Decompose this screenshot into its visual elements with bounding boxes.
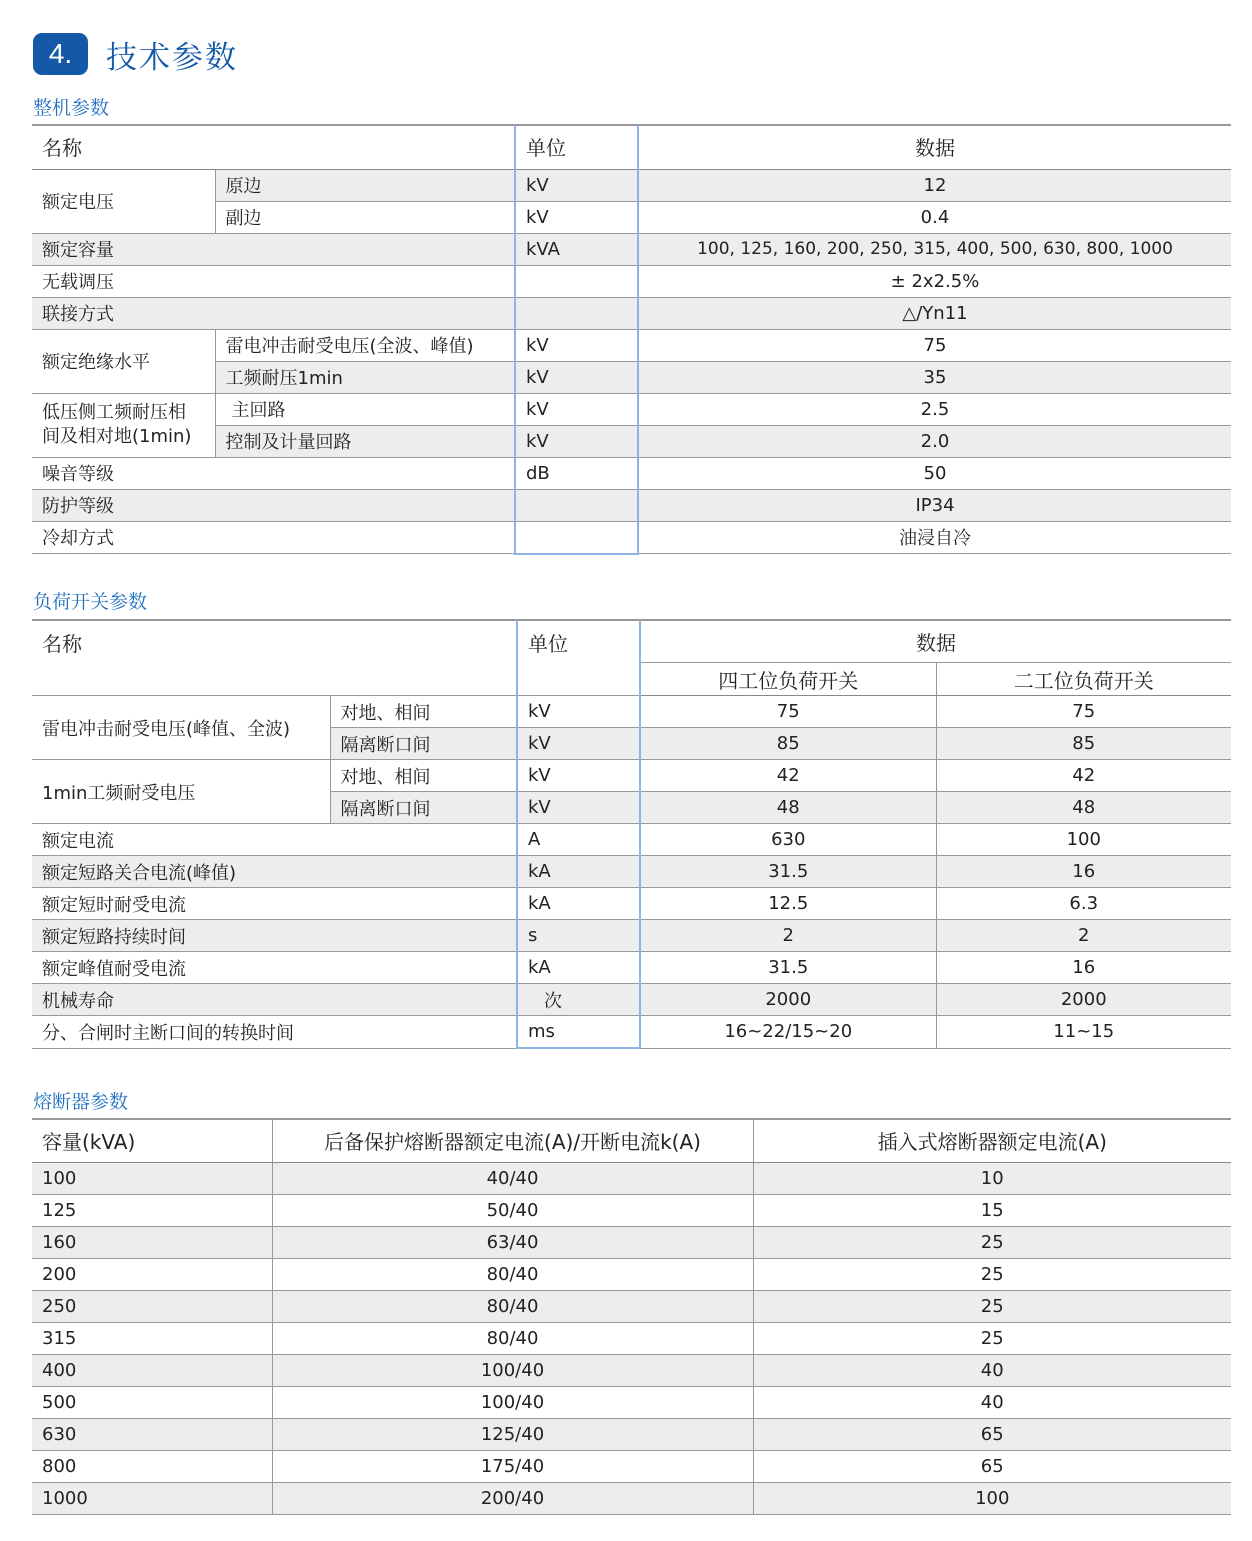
data-cell: 31.5 (640, 856, 936, 888)
unit-cell (515, 265, 638, 297)
row-sublabel: 副边 (215, 201, 515, 233)
data-cell: 0.4 (638, 201, 1231, 233)
data-cell: 油浸自冷 (638, 521, 1231, 554)
capacity-cell: 800 (32, 1451, 272, 1483)
row-label: 联接方式 (32, 297, 515, 329)
backup-cell: 63/40 (272, 1227, 753, 1259)
row-label: 额定短时耐受电流 (32, 888, 517, 920)
row-label: 冷却方式 (32, 521, 515, 554)
unit-cell: kVA (515, 233, 638, 265)
backup-cell: 80/40 (272, 1259, 753, 1291)
col-header-two-position: 二工位负荷开关 (936, 663, 1231, 696)
plugin-cell: 65 (753, 1419, 1231, 1451)
capacity-cell: 200 (32, 1259, 272, 1291)
plugin-cell: 15 (753, 1195, 1231, 1227)
row-label: 额定容量 (32, 233, 515, 265)
capacity-cell: 125 (32, 1195, 272, 1227)
backup-cell: 50/40 (272, 1195, 753, 1227)
plugin-cell: 25 (753, 1259, 1231, 1291)
table-row (32, 760, 1231, 792)
table-row (32, 457, 1231, 489)
table-row (32, 1291, 1231, 1323)
unit-cell: kV (515, 201, 638, 233)
row-sublabel: 主回路 (215, 393, 515, 425)
data-cell: 31.5 (640, 952, 936, 984)
data-cell: 50 (638, 457, 1231, 489)
row-label: 防护等级 (32, 489, 515, 521)
row-label: 额定峰值耐受电流 (32, 952, 517, 984)
col-header-capacity: 容量(kVA) (32, 1119, 272, 1163)
data-cell: 11~15 (936, 1016, 1231, 1049)
unit-cell: kV (515, 425, 638, 457)
data-cell: IP34 (638, 489, 1231, 521)
col-header-data: 数据 (640, 620, 1231, 663)
unit-cell: kA (517, 952, 640, 984)
unit-cell: kV (515, 393, 638, 425)
data-cell: 35 (638, 361, 1231, 393)
row-label-lv-withstand (32, 393, 215, 457)
data-cell: 16 (936, 952, 1231, 984)
unit-cell (515, 489, 638, 521)
row-label: 噪音等级 (32, 457, 515, 489)
table-row (32, 696, 1231, 728)
section-title-load-switch: 负荷开关参数 (33, 591, 148, 613)
row-sublabel: 对地、相间 (330, 760, 517, 792)
row-sublabel: 原边 (215, 169, 515, 201)
backup-cell: 80/40 (272, 1291, 753, 1323)
col-header-unit: 单位 (515, 125, 638, 169)
unit-cell: A (517, 824, 640, 856)
table-row (32, 1451, 1231, 1483)
data-cell: 16 (936, 856, 1231, 888)
table-row (32, 888, 1231, 920)
row-label: 额定绝缘水平 (32, 329, 215, 393)
capacity-cell: 630 (32, 1419, 272, 1451)
unit-cell: kV (515, 169, 638, 201)
capacity-cell: 315 (32, 1323, 272, 1355)
table-row (32, 1195, 1231, 1227)
col-header-name: 名称 (32, 620, 517, 696)
row-label: 无载调压 (32, 265, 515, 297)
col-header-data: 数据 (638, 125, 1231, 169)
unit-cell: kV (517, 760, 640, 792)
table-row (32, 1227, 1231, 1259)
capacity-cell: 400 (32, 1355, 272, 1387)
data-cell: 48 (936, 792, 1231, 824)
backup-cell: 200/40 (272, 1483, 753, 1515)
plugin-cell: 40 (753, 1355, 1231, 1387)
unit-cell: kV (515, 329, 638, 361)
data-cell: 630 (640, 824, 936, 856)
unit-cell: kA (517, 888, 640, 920)
section-number-badge: 4. (33, 33, 88, 75)
table-row (32, 920, 1231, 952)
unit-cell: s (517, 920, 640, 952)
row-label: 分、合闸时主断口间的转换时间 (32, 1016, 517, 1049)
table-row (32, 984, 1231, 1016)
table-row (32, 1163, 1231, 1195)
table-row (32, 952, 1231, 984)
row-label: 雷电冲击耐受电压(峰值、全波) (32, 696, 330, 760)
data-cell: 85 (936, 728, 1231, 760)
table-row (32, 1355, 1231, 1387)
plugin-cell: 10 (753, 1163, 1231, 1195)
table-row (32, 1419, 1231, 1451)
data-cell: 42 (640, 760, 936, 792)
col-header-four-position: 四工位负荷开关 (640, 663, 936, 696)
row-label: 额定短路关合电流(峰值) (32, 856, 517, 888)
table-row (32, 856, 1231, 888)
data-cell: 100, 125, 160, 200, 250, 315, 400, 500, 630, 800, 1000 (638, 233, 1231, 265)
table-row (32, 1016, 1231, 1049)
row-label: 额定电压 (32, 169, 215, 233)
unit-cell (515, 521, 638, 554)
table-row (32, 521, 1231, 554)
data-cell: 2.0 (638, 425, 1231, 457)
plugin-cell: 100 (753, 1483, 1231, 1515)
data-cell: ± 2x2.5% (638, 265, 1231, 297)
table-row (32, 1387, 1231, 1419)
data-cell: 12 (638, 169, 1231, 201)
table-row (32, 1323, 1231, 1355)
table-row (32, 1483, 1231, 1515)
plugin-cell: 25 (753, 1323, 1231, 1355)
unit-cell: kV (515, 361, 638, 393)
data-cell: 100 (936, 824, 1231, 856)
plugin-cell: 25 (753, 1227, 1231, 1259)
data-cell: 2 (936, 920, 1231, 952)
data-cell: 85 (640, 728, 936, 760)
unit-cell: ms (517, 1016, 640, 1049)
unit-cell (515, 297, 638, 329)
table-row (32, 393, 1231, 425)
load-switch-table (32, 620, 1231, 1049)
row-sublabel: 隔离断口间 (330, 792, 517, 824)
plugin-cell: 40 (753, 1387, 1231, 1419)
col-header-unit: 单位 (517, 620, 640, 696)
unit-cell: kA (517, 856, 640, 888)
data-cell: 42 (936, 760, 1231, 792)
data-cell: 2000 (936, 984, 1231, 1016)
table-row (32, 297, 1231, 329)
page-header (33, 33, 238, 75)
section-title-fuse: 熔断器参数 (33, 1091, 129, 1113)
unit-cell: kV (517, 728, 640, 760)
backup-cell: 175/40 (272, 1451, 753, 1483)
table-row (32, 489, 1231, 521)
capacity-cell: 500 (32, 1387, 272, 1419)
data-cell: 75 (936, 696, 1231, 728)
data-cell: 2.5 (638, 393, 1231, 425)
data-cell: △/Yn11 (638, 297, 1231, 329)
capacity-cell: 100 (32, 1163, 272, 1195)
backup-cell: 125/40 (272, 1419, 753, 1451)
data-cell: 16~22/15~20 (640, 1016, 936, 1049)
unit-cell: 次 (517, 984, 640, 1016)
table-row (32, 265, 1231, 297)
plugin-cell: 25 (753, 1291, 1231, 1323)
row-label-line: 间及相对地(1min) (42, 426, 192, 447)
capacity-cell: 160 (32, 1227, 272, 1259)
row-sublabel: 对地、相间 (330, 696, 517, 728)
row-label: 额定短路持续时间 (32, 920, 517, 952)
row-sublabel: 雷电冲击耐受电压(全波、峰值) (215, 329, 515, 361)
table-row (32, 824, 1231, 856)
table-row (32, 329, 1231, 361)
col-header-name: 名称 (32, 125, 515, 169)
data-cell: 48 (640, 792, 936, 824)
fuse-params-table (32, 1119, 1231, 1515)
backup-cell: 100/40 (272, 1355, 753, 1387)
unit-cell: kV (517, 696, 640, 728)
row-label: 机械寿命 (32, 984, 517, 1016)
machine-params-table (32, 125, 1231, 555)
backup-cell: 40/40 (272, 1163, 753, 1195)
table-row (32, 1259, 1231, 1291)
backup-cell: 100/40 (272, 1387, 753, 1419)
unit-cell: kV (517, 792, 640, 824)
row-sublabel: 隔离断口间 (330, 728, 517, 760)
row-label: 1min工频耐受电压 (32, 760, 330, 824)
data-cell: 75 (638, 329, 1231, 361)
col-header-plugin-fuse: 插入式熔断器额定电流(A) (753, 1119, 1231, 1163)
table-row (32, 233, 1231, 265)
unit-cell: dB (515, 457, 638, 489)
data-cell: 2000 (640, 984, 936, 1016)
row-label: 额定电流 (32, 824, 517, 856)
backup-cell: 80/40 (272, 1323, 753, 1355)
row-label-line: 低压侧工频耐压相 (42, 402, 186, 423)
section-title-machine: 整机参数 (33, 97, 110, 119)
row-sublabel: 控制及计量回路 (215, 425, 515, 457)
data-cell: 6.3 (936, 888, 1231, 920)
data-cell: 12.5 (640, 888, 936, 920)
data-cell: 75 (640, 696, 936, 728)
page-title: 技术参数 (106, 39, 238, 76)
capacity-cell: 1000 (32, 1483, 272, 1515)
table-row (32, 169, 1231, 201)
row-sublabel: 工频耐压1min (215, 361, 515, 393)
capacity-cell: 250 (32, 1291, 272, 1323)
plugin-cell: 65 (753, 1451, 1231, 1483)
col-header-backup-fuse: 后备保护熔断器额定电流(A)/开断电流k(A) (272, 1119, 753, 1163)
data-cell: 2 (640, 920, 936, 952)
